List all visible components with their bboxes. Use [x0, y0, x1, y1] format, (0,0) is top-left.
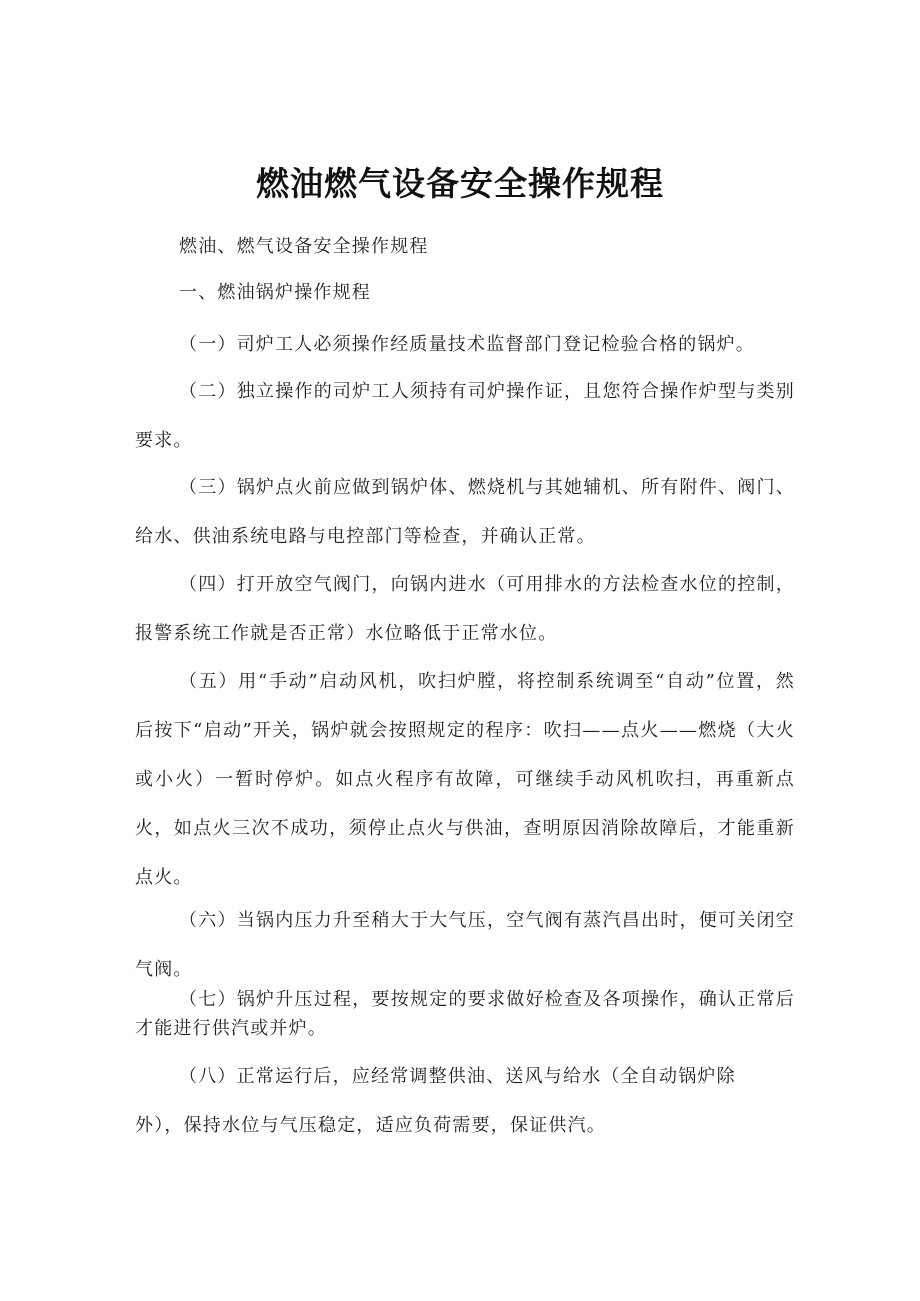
section-heading: 一、燃油锅炉操作规程: [179, 282, 371, 303]
document-subtitle: 燃油、燃气设备安全操作规程: [179, 236, 429, 257]
rule-item-3: （三）锅炉点火前应做到锅炉体、燃烧机与其她辅机、所有附件、阀门、给水、供油系统电路与电控部门等检查，并确认正常。: [135, 477, 795, 547]
rule-item-6: （六）当锅内压力升至稍大于大气压，空气阀有蒸汽昌出时，便可关闭空气阀。: [135, 910, 795, 980]
rule-item-4: （四）打开放空气阀门，向锅内进水（可用排水的方法检查水位的控制，报警系统工作就是否正常）水位略低于正常水位。: [135, 574, 795, 644]
rule-item-1: （一）司炉工人必须操作经质量技术监督部门登记检验合格的锅炉。: [179, 334, 755, 355]
rule-item-2: （二）独立操作的司炉工人须持有司炉操作证，且您符合操作炉型与类别要求。: [135, 381, 795, 451]
rule-item-5: （五）用“手动”启动风机，吹扫炉膛，将控制系统调至“自动”位置，然后按下“启动”开关，锅炉就会按照规定的程序：吹扫——点火——燃烧（大火或小火）一暂时停炉。如点火程序有故障，可继续手动风机吹扫，再重新点火，如点火三次不成功，须停止点火与供油，查明原因消除故障后，才能重新点火。: [135, 671, 795, 888]
rule-item-7: （七）锅炉升压过程，要按规定的要求做好检查及各项操作，确认正常后才能进行供汽或并炉。: [135, 989, 795, 1039]
document-title: 燃油燃气设备安全操作规程: [256, 164, 664, 203]
rule-item-8: （八）正常运行后，应经常调整供油、送风与给水（全自动锅炉除外），保持水位与气压稳定，适应负荷需要，保证供汽。: [135, 1066, 736, 1136]
